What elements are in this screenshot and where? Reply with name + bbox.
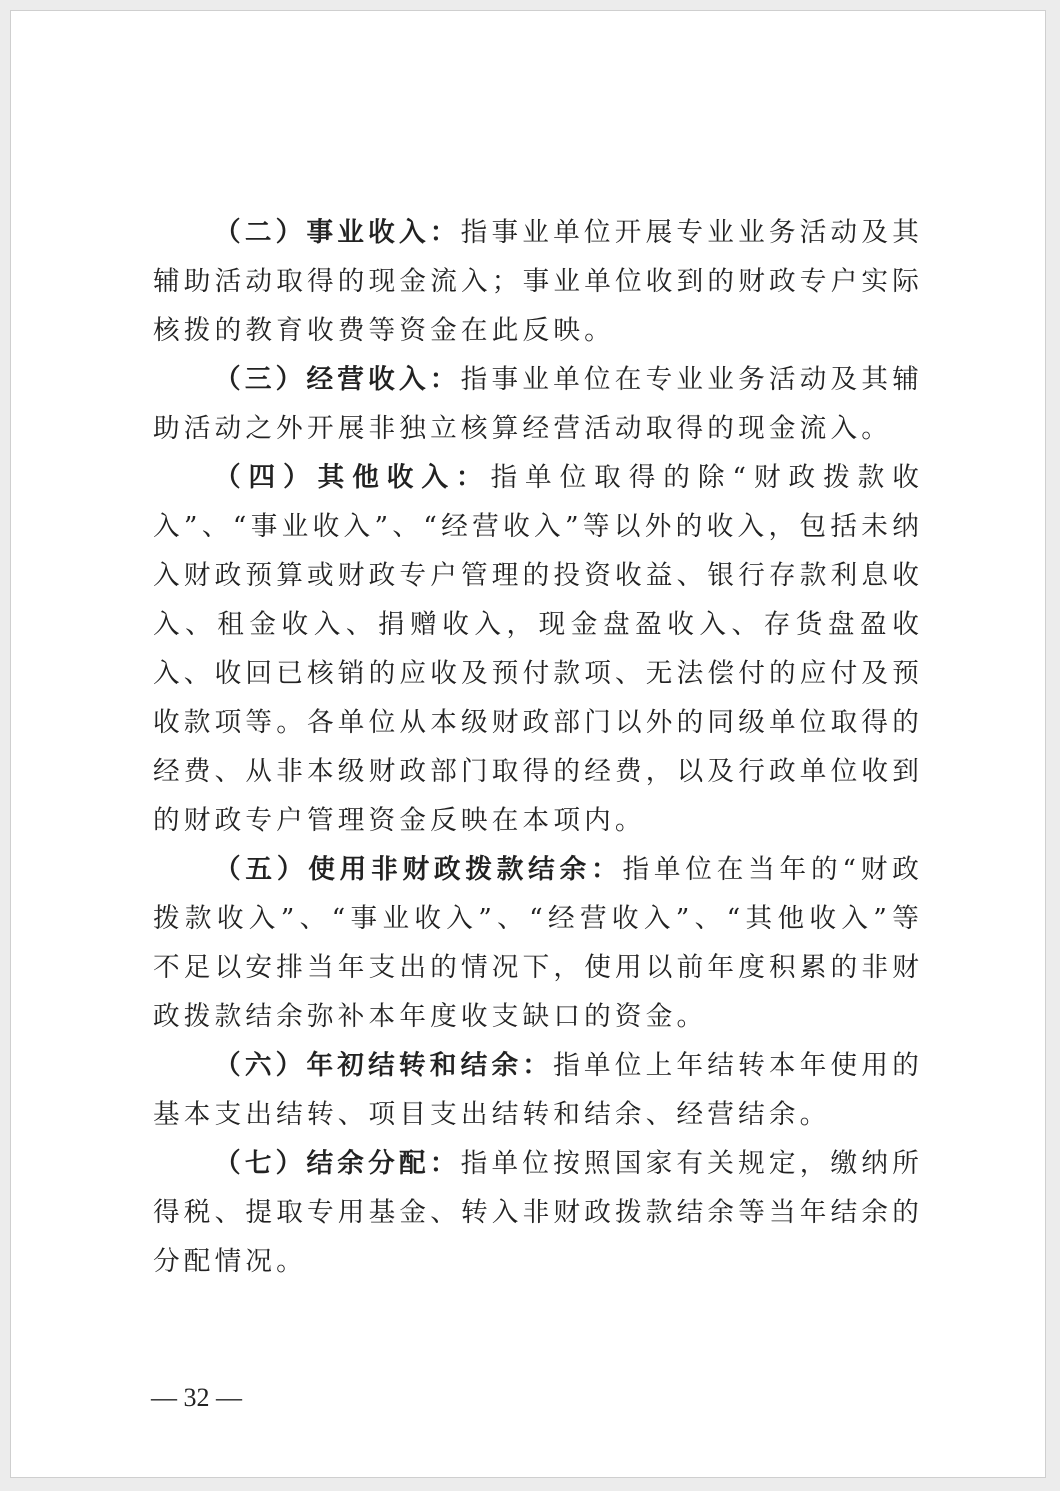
document-page	[10, 10, 1046, 1478]
paragraph-surplus-distribution	[153, 1139, 923, 1286]
paragraph-non-fiscal-surplus	[153, 845, 923, 1041]
page-number: — 32 —	[151, 1383, 242, 1412]
term-other-income: （四）其他收入：	[214, 462, 491, 493]
term-surplus-distribution: （七）结余分配：	[214, 1148, 461, 1179]
paragraph-other-income	[153, 453, 923, 845]
definition-operating-income: 指事业单位在专业业务活动及其辅助活动之外开展非独立核算经营活动取得的现金流入。	[153, 364, 923, 444]
term-operating-income: （三）经营收入：	[214, 364, 461, 395]
document-body	[153, 208, 923, 1286]
term-business-income: （二）事业收入：	[214, 217, 461, 248]
paragraph-carryover-surplus	[153, 1041, 923, 1139]
definition-business-income: 指事业单位开展专业业务活动及其辅助活动取得的现金流入；事业单位收到的财政专户实际核拨的教育收费等资金在此反映。	[153, 217, 923, 346]
definition-carryover-surplus: 指单位上年结转本年使用的基本支出结转、项目支出结转和结余、经营结余。	[153, 1050, 924, 1130]
term-non-fiscal-surplus: （五）使用非财政拨款结余：	[214, 854, 623, 885]
paragraph-business-income	[153, 208, 923, 355]
paragraph-operating-income	[153, 355, 923, 453]
definition-non-fiscal-surplus: 指单位在当年的“财政拨款收入”、“事业收入”、“经营收入”、“其他收入”等不足以安排当年支出的情况下，使用以前年度积累的非财政拨款结余弥补本年度收支缺口的资金。	[153, 854, 923, 1032]
term-carryover-surplus: （六）年初结转和结余：	[214, 1050, 554, 1081]
definition-surplus-distribution: 指单位按照国家有关规定，缴纳所得税、提取专用基金、转入非财政拨款结余等当年结余的分配情况。	[153, 1148, 923, 1277]
definition-other-income: 指单位取得的除“财政拨款收入”、“事业收入”、“经营收入”等以外的收入，包括未纳入财政预算或财政专户管理的投资收益、银行存款利息收入、租金收入、捐赠收入，现金盘盈收入、存货盘盈收入、收回已核销的应收及预付款项、无法偿付的应付及预收款项等。各单位从本级财政部门以外的同级单位取得的经费、从非本级财政部门取得的经费，以及行政单位收到的财政专户管理资金反映在本项内。	[153, 462, 923, 836]
